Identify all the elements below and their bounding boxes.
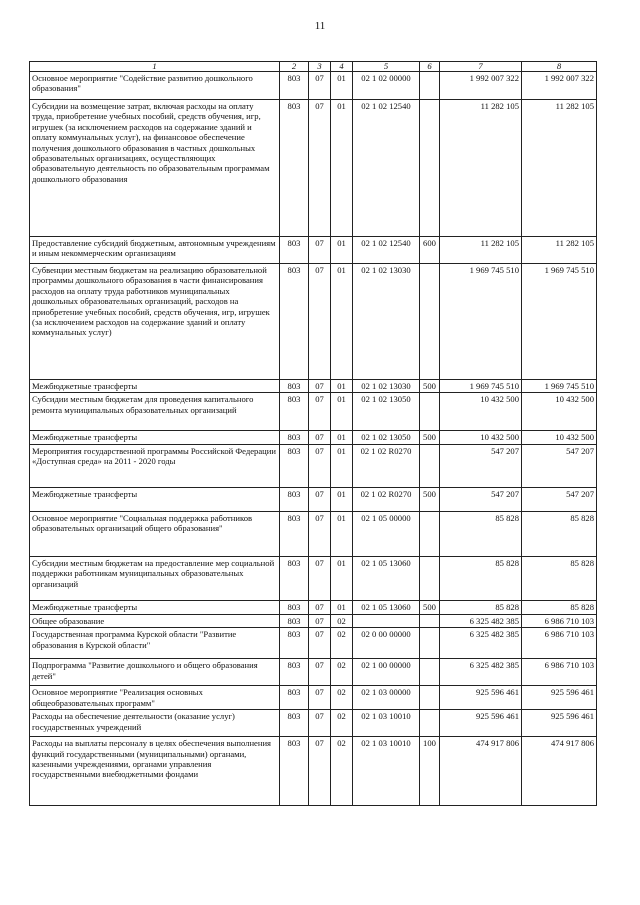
- column-number-row: [30, 62, 597, 72]
- ministry-code: 803: [280, 393, 309, 431]
- expense-type-code: 100: [420, 737, 440, 806]
- table-row: [30, 380, 597, 393]
- subsection-code: 01: [331, 72, 353, 100]
- col-header: 4: [331, 62, 353, 72]
- table-row: [30, 100, 597, 237]
- expense-type-code: [420, 614, 440, 627]
- ministry-code: 803: [280, 100, 309, 237]
- table-row: [30, 511, 597, 556]
- target-article-code: 02 1 02 12540: [353, 100, 420, 237]
- expense-type-code: 500: [420, 380, 440, 393]
- row-name: Субсидии на возмещение затрат, включая расходы на оплату труда, приобретение учебных пособий, средств обучения, игр, игрушек (за исключением расходов на содержание зданий и оплату коммунальных услуг), на финансовое обеспечение получения дошкольного образования в частных дошкольных образовательных организациях, осуществляющих образовательную деятельность по образовательным программам дошкольного образования: [30, 100, 280, 237]
- row-name: Субвенции местным бюджетам на реализацию образовательной программы дошкольного образования в части финансирования расходов на оплату труда работников муниципальных дошкольных образовательных организаций, расходов на приобретение учебных пособий, средств обучения, игр, игрушек (за исключением расходов на содержание зданий и оплату коммунальных услуг): [30, 264, 280, 380]
- target-article-code: 02 1 03 10010: [353, 710, 420, 737]
- section-code: 07: [309, 237, 331, 264]
- table-row: [30, 556, 597, 600]
- amount-year-2: 11 282 105: [522, 237, 597, 264]
- subsection-code: 02: [331, 710, 353, 737]
- table-row: [30, 431, 597, 444]
- amount-year-1: 11 282 105: [440, 237, 522, 264]
- subsection-code: 01: [331, 393, 353, 431]
- row-name: Межбюджетные трансферты: [30, 380, 280, 393]
- target-article-code: 02 1 02 13030: [353, 380, 420, 393]
- ministry-code: 803: [280, 628, 309, 659]
- col-header: 6: [420, 62, 440, 72]
- col-header: 8: [522, 62, 597, 72]
- amount-year-1: 6 325 482 385: [440, 628, 522, 659]
- table-row: [30, 393, 597, 431]
- expense-type-code: [420, 100, 440, 237]
- ministry-code: 803: [280, 556, 309, 600]
- table-row: [30, 710, 597, 737]
- subsection-code: 01: [331, 600, 353, 614]
- expense-type-code: [420, 393, 440, 431]
- subsection-code: 02: [331, 614, 353, 627]
- target-article-code: [353, 614, 420, 627]
- row-name: Межбюджетные трансферты: [30, 431, 280, 444]
- expense-type-code: [420, 444, 440, 487]
- amount-year-1: 85 828: [440, 511, 522, 556]
- target-article-code: 02 1 02 12540: [353, 237, 420, 264]
- row-name: Основное мероприятие "Социальная поддержка работников образовательных организаций общего образования": [30, 511, 280, 556]
- subsection-code: 01: [331, 100, 353, 237]
- amount-year-2: 11 282 105: [522, 100, 597, 237]
- section-code: 07: [309, 393, 331, 431]
- amount-year-2: 10 432 500: [522, 393, 597, 431]
- amount-year-1: 6 325 482 385: [440, 614, 522, 627]
- ministry-code: 803: [280, 511, 309, 556]
- amount-year-2: 547 207: [522, 444, 597, 487]
- row-name: Основное мероприятие "Содействие развитию дошкольного образования": [30, 72, 280, 100]
- target-article-code: 02 1 05 13060: [353, 556, 420, 600]
- amount-year-2: 474 917 806: [522, 737, 597, 806]
- table-row: [30, 614, 597, 627]
- amount-year-1: 1 969 745 510: [440, 380, 522, 393]
- amount-year-1: 6 325 482 385: [440, 659, 522, 686]
- table-row: [30, 659, 597, 686]
- section-code: 07: [309, 380, 331, 393]
- row-name: Общее образование: [30, 614, 280, 627]
- section-code: 07: [309, 737, 331, 806]
- section-code: 07: [309, 628, 331, 659]
- amount-year-2: 85 828: [522, 511, 597, 556]
- col-header: 1: [30, 62, 280, 72]
- amount-year-2: 925 596 461: [522, 686, 597, 710]
- amount-year-1: 474 917 806: [440, 737, 522, 806]
- amount-year-2: 1 992 007 322: [522, 72, 597, 100]
- section-code: 07: [309, 444, 331, 487]
- section-code: 07: [309, 264, 331, 380]
- subsection-code: 02: [331, 659, 353, 686]
- subsection-code: 01: [331, 444, 353, 487]
- expense-type-code: [420, 264, 440, 380]
- col-header: 2: [280, 62, 309, 72]
- amount-year-1: 85 828: [440, 556, 522, 600]
- target-article-code: 02 1 02 13050: [353, 431, 420, 444]
- amount-year-1: 547 207: [440, 487, 522, 511]
- ministry-code: 803: [280, 444, 309, 487]
- section-code: 07: [309, 100, 331, 237]
- section-code: 07: [309, 600, 331, 614]
- page-number: 11: [314, 20, 326, 32]
- subsection-code: 01: [331, 556, 353, 600]
- target-article-code: 02 1 00 00000: [353, 659, 420, 686]
- amount-year-2: 1 969 745 510: [522, 380, 597, 393]
- subsection-code: 01: [331, 431, 353, 444]
- amount-year-1: 10 432 500: [440, 393, 522, 431]
- target-article-code: 02 1 02 13050: [353, 393, 420, 431]
- expense-type-code: 500: [420, 600, 440, 614]
- target-article-code: 02 1 05 00000: [353, 511, 420, 556]
- row-name: Расходы на обеспечение деятельности (оказание услуг) государственных учреждений: [30, 710, 280, 737]
- section-code: 07: [309, 556, 331, 600]
- subsection-code: 01: [331, 237, 353, 264]
- section-code: 07: [309, 710, 331, 737]
- section-code: 07: [309, 659, 331, 686]
- ministry-code: 803: [280, 600, 309, 614]
- section-code: 07: [309, 511, 331, 556]
- ministry-code: 803: [280, 487, 309, 511]
- amount-year-2: 85 828: [522, 600, 597, 614]
- amount-year-1: 925 596 461: [440, 710, 522, 737]
- row-name: Подпрограмма "Развитие дошкольного и общего образования детей": [30, 659, 280, 686]
- row-name: Мероприятия государственной программы Российской Федерации «Доступная среда» на 2011 - 2020 годы: [30, 444, 280, 487]
- table-row: [30, 487, 597, 511]
- amount-year-2: 85 828: [522, 556, 597, 600]
- section-code: 07: [309, 614, 331, 627]
- ministry-code: 803: [280, 614, 309, 627]
- row-name: Основное мероприятие "Реализация основных общеобразовательных программ": [30, 686, 280, 710]
- expense-type-code: 500: [420, 487, 440, 511]
- target-article-code: 02 1 02 13030: [353, 264, 420, 380]
- expense-type-code: [420, 659, 440, 686]
- amount-year-1: 925 596 461: [440, 686, 522, 710]
- ministry-code: 803: [280, 686, 309, 710]
- table-row: [30, 737, 597, 806]
- subsection-code: 02: [331, 737, 353, 806]
- expense-type-code: [420, 628, 440, 659]
- table-row: [30, 444, 597, 487]
- subsection-code: 01: [331, 487, 353, 511]
- expense-type-code: 600: [420, 237, 440, 264]
- amount-year-2: 10 432 500: [522, 431, 597, 444]
- amount-year-1: 1 992 007 322: [440, 72, 522, 100]
- section-code: 07: [309, 72, 331, 100]
- target-article-code: 02 1 02 R0270: [353, 487, 420, 511]
- target-article-code: 02 1 03 00000: [353, 686, 420, 710]
- subsection-code: 01: [331, 264, 353, 380]
- section-code: 07: [309, 487, 331, 511]
- amount-year-1: 10 432 500: [440, 431, 522, 444]
- ministry-code: 803: [280, 737, 309, 806]
- ministry-code: 803: [280, 237, 309, 264]
- amount-year-2: 547 207: [522, 487, 597, 511]
- ministry-code: 803: [280, 659, 309, 686]
- subsection-code: 01: [331, 511, 353, 556]
- target-article-code: 02 1 02 00000: [353, 72, 420, 100]
- subsection-code: 01: [331, 380, 353, 393]
- amount-year-1: 85 828: [440, 600, 522, 614]
- amount-year-1: 11 282 105: [440, 100, 522, 237]
- amount-year-1: 547 207: [440, 444, 522, 487]
- ministry-code: 803: [280, 431, 309, 444]
- col-header: 7: [440, 62, 522, 72]
- ministry-code: 803: [280, 72, 309, 100]
- subsection-code: 02: [331, 628, 353, 659]
- row-name: Субсидии местным бюджетам на предоставление мер социальной поддержки работникам муниципальных образовательных организаций: [30, 556, 280, 600]
- target-article-code: 02 1 03 10010: [353, 737, 420, 806]
- section-code: 07: [309, 431, 331, 444]
- row-name: Межбюджетные трансферты: [30, 487, 280, 511]
- col-header: 5: [353, 62, 420, 72]
- table-row: [30, 600, 597, 614]
- row-name: Субсидии местным бюджетам для проведения капитального ремонта муниципальных образовательных организаций: [30, 393, 280, 431]
- table-row: [30, 628, 597, 659]
- col-header: 3: [309, 62, 331, 72]
- expense-type-code: [420, 686, 440, 710]
- expense-type-code: [420, 710, 440, 737]
- ministry-code: 803: [280, 710, 309, 737]
- expense-type-code: [420, 72, 440, 100]
- table-row: [30, 264, 597, 380]
- target-article-code: 02 1 05 13060: [353, 600, 420, 614]
- table-row: [30, 237, 597, 264]
- table-row: [30, 686, 597, 710]
- table-row: [30, 72, 597, 100]
- expense-type-code: 500: [420, 431, 440, 444]
- row-name: Межбюджетные трансферты: [30, 600, 280, 614]
- amount-year-2: 6 986 710 103: [522, 614, 597, 627]
- amount-year-2: 925 596 461: [522, 710, 597, 737]
- target-article-code: 02 0 00 00000: [353, 628, 420, 659]
- budget-table: [29, 61, 597, 806]
- expense-type-code: [420, 556, 440, 600]
- subsection-code: 02: [331, 686, 353, 710]
- row-name: Государственная программа Курской области "Развитие образования в Курской области": [30, 628, 280, 659]
- row-name: Предоставление субсидий бюджетным, автономным учреждениям и иным некоммерческим организациям: [30, 237, 280, 264]
- amount-year-2: 6 986 710 103: [522, 659, 597, 686]
- target-article-code: 02 1 02 R0270: [353, 444, 420, 487]
- row-name: Расходы на выплаты персоналу в целях обеспечения выполнения функций государственными (муниципальными) органами, казенными учреждениями, органами управления государственными внебюджетными фондами: [30, 737, 280, 806]
- expense-type-code: [420, 511, 440, 556]
- section-code: 07: [309, 686, 331, 710]
- amount-year-2: 6 986 710 103: [522, 628, 597, 659]
- amount-year-2: 1 969 745 510: [522, 264, 597, 380]
- ministry-code: 803: [280, 380, 309, 393]
- amount-year-1: 1 969 745 510: [440, 264, 522, 380]
- ministry-code: 803: [280, 264, 309, 380]
